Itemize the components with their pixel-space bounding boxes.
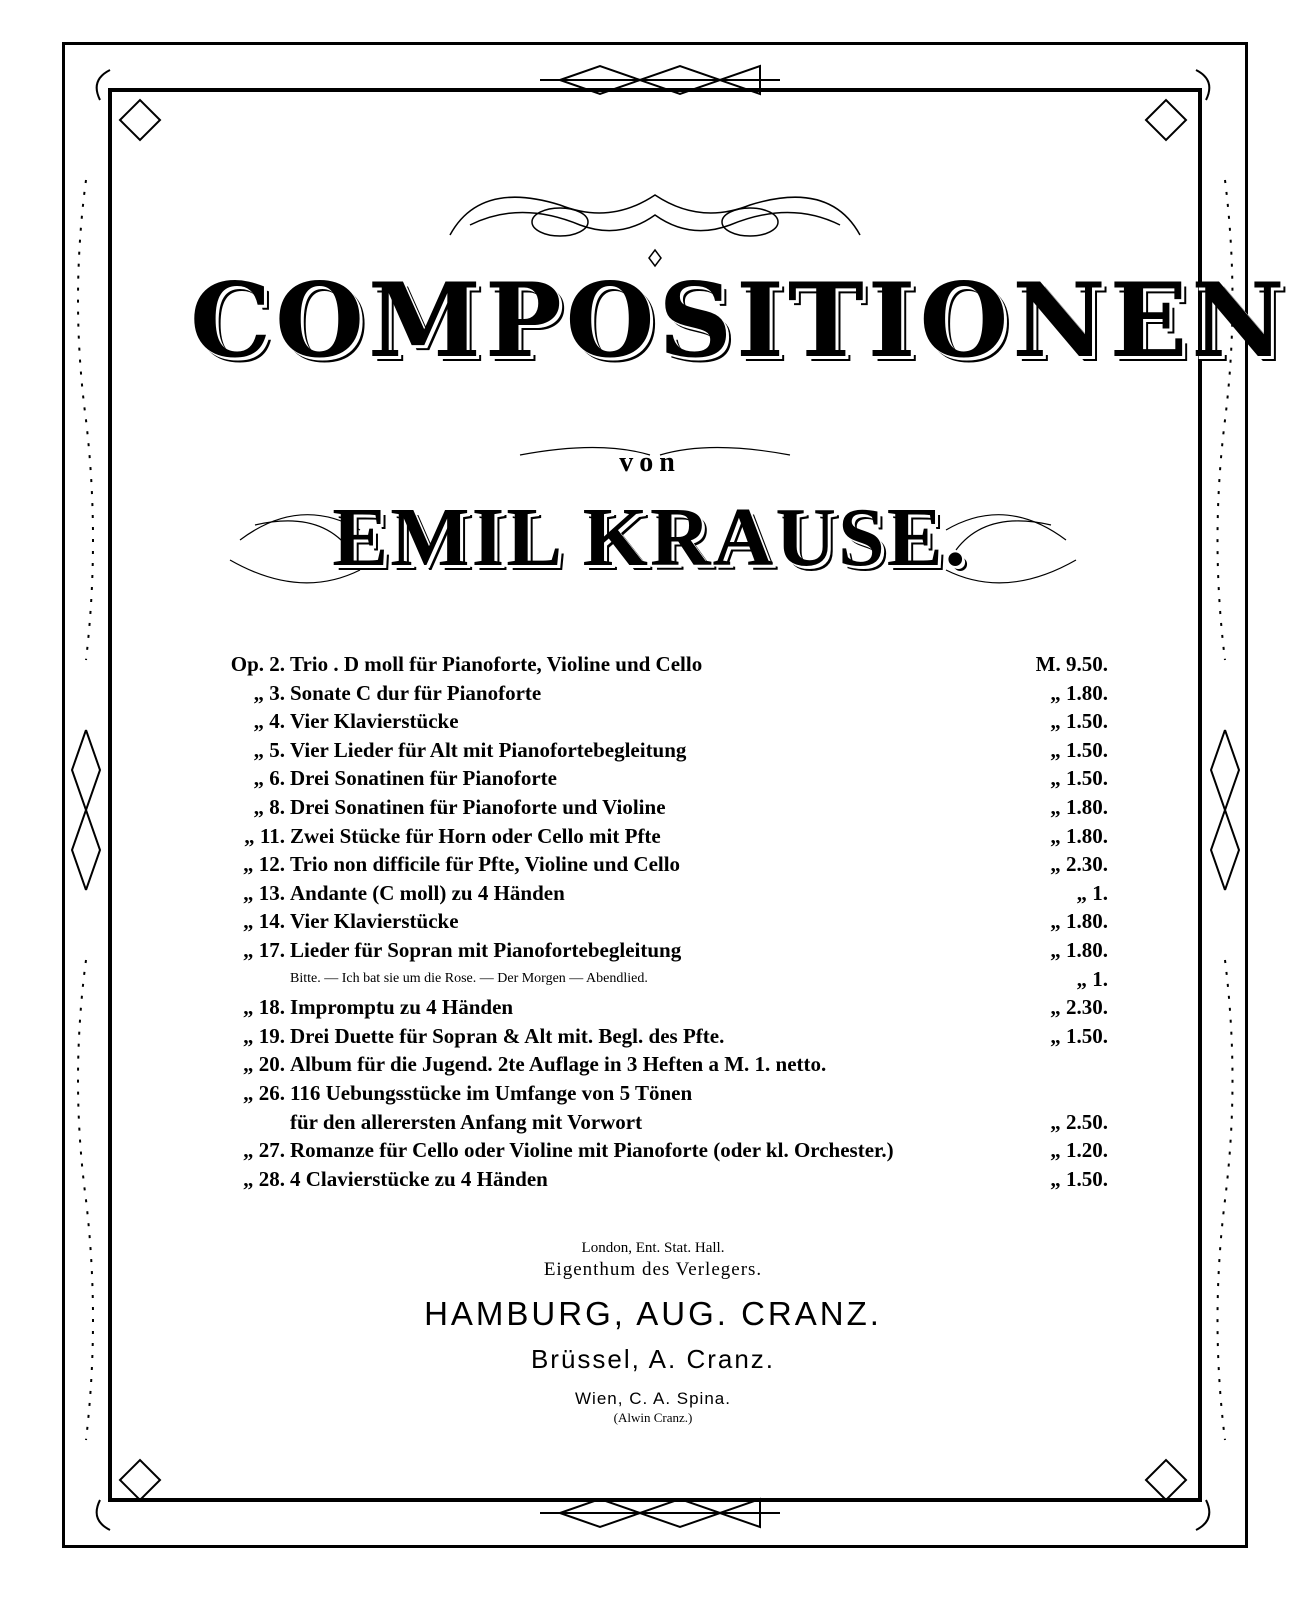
- work-price: „ 2.30.: [1050, 852, 1108, 877]
- opus-number: „ 12.: [243, 852, 285, 877]
- work-price: „ 2.50.: [1050, 1109, 1108, 1134]
- work-row: [190, 1136, 1120, 1165]
- work-row: [190, 993, 1120, 1022]
- works-list: [190, 650, 1120, 1193]
- work-price: „ 1.50.: [1050, 1023, 1108, 1048]
- work-title: Trio non difficile für Pfte, Violine und Cello: [290, 852, 681, 877]
- work-title: 116 Uebungsstücke im Umfange von 5 Tönen: [290, 1080, 693, 1105]
- work-row: [190, 650, 1120, 679]
- work-price: M. 9.50.: [1035, 652, 1108, 676]
- work-row: [190, 1079, 1120, 1108]
- work-price: „ 1.50.: [1050, 737, 1108, 762]
- work-price: „ 1.50.: [1050, 1166, 1108, 1191]
- work-row: [190, 707, 1120, 736]
- corner-ornament-tr: [1146, 70, 1209, 140]
- corner-ornament-tl: [97, 70, 160, 140]
- work-price: „ 1.50.: [1050, 709, 1108, 734]
- publisher-bruessel: Brüssel, A. Cranz.: [530, 1344, 776, 1374]
- work-row: [190, 736, 1120, 765]
- corner-ornament-br: [1146, 1460, 1209, 1530]
- work-price: „ 1.: [1076, 966, 1108, 991]
- work-price: „ 1.80.: [1050, 909, 1108, 934]
- composer-name: EMIL KRAUSE.: [332, 491, 968, 584]
- right-braid-ornament: [1211, 730, 1239, 890]
- work-row: [190, 936, 1120, 965]
- work-row: [190, 679, 1120, 708]
- opus-number: „ 4.: [253, 709, 285, 734]
- work-row: [190, 822, 1120, 851]
- work-title: Impromptu zu 4 Händen: [290, 995, 514, 1020]
- work-title: Drei Duette für Sopran & Alt mit. Begl. des Pfte.: [290, 1023, 725, 1048]
- work-title: Sonate C dur für Pianoforte: [290, 680, 542, 705]
- work-row: [190, 1022, 1120, 1051]
- work-subtitle: Bitte. — Ich bat sie um die Rose. — Der Morgen — Abendlied.: [290, 970, 648, 986]
- work-price: „ 1.80.: [1050, 680, 1108, 705]
- work-row: [190, 793, 1120, 822]
- work-price: „ 2.30.: [1050, 995, 1108, 1020]
- work-price: „ 1.: [1076, 880, 1108, 905]
- opus-number: „ 18.: [243, 995, 285, 1020]
- title-flourish: [450, 195, 860, 266]
- work-price: „ 1.50.: [1050, 766, 1108, 791]
- work-price: „ 1.80.: [1050, 823, 1108, 848]
- work-title: Drei Sonatinen für Pianoforte: [290, 766, 557, 791]
- work-title: 4 Clavierstücke zu 4 Händen: [290, 1166, 548, 1191]
- work-price: „ 1.80.: [1050, 937, 1108, 962]
- work-row: [190, 764, 1120, 793]
- opus-number: „ 26.: [243, 1080, 285, 1105]
- work-row: [190, 879, 1120, 908]
- work-title: Lieder für Sopran mit Pianofortebegleitung: [290, 937, 682, 962]
- work-title: Vier Klavierstücke: [290, 709, 459, 734]
- bottom-braid-ornament: [540, 1499, 780, 1527]
- registration-note: London, Ent. Stat. Hall.: [581, 1240, 725, 1256]
- work-title: Andante (C moll) zu 4 Händen: [290, 880, 565, 905]
- work-row: [190, 1108, 1120, 1137]
- work-title: Album für die Jugend. 2te Auflage in 3 Heften a M. 1. netto.: [290, 1052, 827, 1077]
- work-title: Trio . D moll für Pianoforte, Violine und Cello: [290, 652, 703, 676]
- work-price: „ 1.80.: [1050, 794, 1108, 819]
- opus-number: „ 19.: [243, 1023, 285, 1048]
- opus-number: „ 11.: [244, 823, 285, 848]
- work-subrow: [190, 965, 1120, 994]
- opus-number: „ 13.: [243, 880, 285, 905]
- work-row: [190, 1165, 1120, 1194]
- opus-number: „ 5.: [253, 737, 285, 762]
- work-title: Vier Klavierstücke: [290, 909, 459, 934]
- work-price: „ 1.20.: [1050, 1138, 1108, 1163]
- work-title: Zwei Stücke für Horn oder Cello mit Pfte: [290, 823, 661, 848]
- opus-number: „ 27.: [243, 1138, 285, 1163]
- opus-number: „ 14.: [243, 909, 285, 934]
- work-title: Drei Sonatinen für Pianoforte und Violine: [290, 794, 666, 819]
- corner-ornament-bl: [97, 1460, 160, 1530]
- work-row: [190, 850, 1120, 879]
- publisher-alwin-cranz: (Alwin Cranz.): [613, 1410, 693, 1425]
- top-braid-ornament: [540, 66, 780, 94]
- opus-number: „ 17.: [243, 937, 285, 962]
- left-braid-ornament: [72, 730, 100, 890]
- opus-number: „ 3.: [253, 680, 285, 705]
- opus-number: „ 28.: [243, 1166, 285, 1191]
- property-note: Eigenthum des Verlegers.: [543, 1259, 763, 1280]
- page-title: COMPOSITIONEN: [190, 261, 1289, 381]
- work-title: Romanze für Cello oder Violine mit Pianoforte (oder kl. Orchester.): [290, 1138, 894, 1163]
- publisher-hamburg: HAMBURG, AUG. CRANZ.: [424, 1295, 882, 1332]
- opus-number: „ 20.: [243, 1052, 285, 1077]
- opus-number: Op. 2.: [230, 652, 285, 676]
- opus-number: „ 6.: [253, 766, 285, 791]
- work-title: für den allerersten Anfang mit Vorwort: [290, 1109, 643, 1134]
- work-row: [190, 1050, 1120, 1079]
- opus-number: „ 8.: [253, 794, 285, 819]
- work-row: [190, 907, 1120, 936]
- publisher-wien: Wien, C. A. Spina.: [575, 1389, 731, 1408]
- von-label: von: [619, 447, 681, 478]
- work-title: Vier Lieder für Alt mit Pianofortebegleitung: [290, 737, 687, 762]
